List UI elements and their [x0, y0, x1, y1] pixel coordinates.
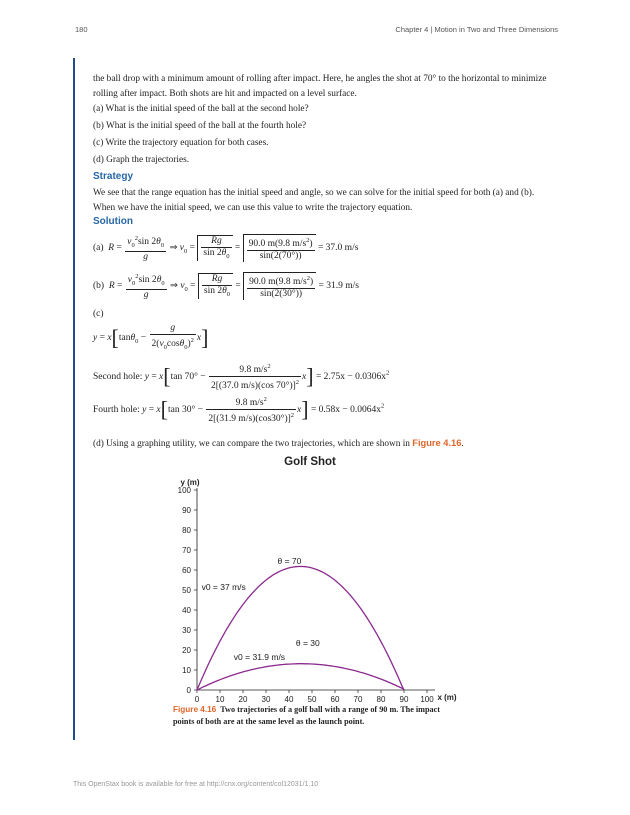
- x-tick-label: 70: [353, 695, 363, 704]
- x-tick-label: 100: [420, 695, 434, 704]
- figure-caption: [173, 704, 443, 728]
- x-axis-label: x (m): [437, 693, 457, 702]
- strategy-heading: Strategy: [93, 171, 134, 182]
- chart-annotation-4: v0 = 31.9 m/s: [233, 652, 286, 662]
- x-tick-label: 20: [238, 695, 248, 704]
- question-c: (c) Write the trajectory equation for both cases.: [93, 138, 269, 148]
- chart-annotation-1: θ = 70: [277, 556, 302, 566]
- x-tick-label: 40: [284, 695, 294, 704]
- solution-heading: Solution: [93, 216, 133, 227]
- y-tick-label: 70: [182, 546, 191, 555]
- second-hole-equation: Second hole: y = x[tan 70° − $\frac{9.8 m/s^2}{2[(37.0 m/s)(\cos 70^\circ)]^2}$ $x] = 2.75x - 0.0306x^2$: [93, 363, 390, 392]
- caption-text: Two trajectories of a golf ball with a range of 90 m. The impact points of both are at the same level as the launch point.: [173, 705, 441, 726]
- y-axis-label: y (m): [180, 478, 200, 487]
- angle-value: 70°: [423, 74, 437, 84]
- chart-annotation-3: θ = 30: [295, 638, 320, 648]
- question-a: (a) What is the initial speed of the ball at the second hole?: [93, 104, 309, 114]
- intro-paragraph: the ball drop with a minimum amount of rolling after impact. Here, he angles the shot at 70° to the horizontal to minimize rolling after impact. Both shots are hit and impacted on a level surface.: [93, 74, 547, 99]
- chart-annotation-2: v0 = 37 m/s: [201, 582, 246, 592]
- trajectory-series-2: [197, 664, 404, 690]
- part-c-label: (c): [93, 309, 104, 319]
- x-tick-label: 0: [194, 695, 200, 704]
- y-tick-label: 20: [182, 646, 191, 655]
- equation-a: (a) R = $\frac{v_0^2\sin 2\theta_0}{g}$ ⇒ $v_0$ = $\frac{Rg}{\sin 2\theta_0}$ = $\frac{90.0 m(9.8 m/s^2)}{\sin(2(70^\circ))}$ = 37.0 m/s: [93, 235, 359, 263]
- question-b: (b) What is the initial speed of the ball at the fourth hole?: [93, 121, 307, 131]
- trajectory-equation: y = x[tanθ$_0$ − $\frac{g}{2(v_0\cos\theta_0)^2}$ x]: [93, 323, 209, 352]
- y-tick-label: 50: [182, 586, 191, 595]
- x-tick-label: 80: [376, 695, 386, 704]
- y-tick-label: 10: [182, 666, 191, 675]
- y-tick-label: 60: [182, 566, 191, 575]
- x-tick-label: 30: [261, 695, 271, 704]
- x-tick-label: 60: [330, 695, 340, 704]
- chart-title: Golf Shot: [284, 456, 336, 468]
- equation-b: (b) R = $\frac{v_0^2\sin 2\theta_0}{g}$ ⇒ $v_0$ = $\frac{Rg}{\sin 2\theta_0}$ = $\frac{90.0 m(9.8 m/s^2)}{\sin(2(30^\circ))}$ = 31.9 m/s: [93, 273, 359, 301]
- chapter-title: Chapter 4 | Motion in Two and Three Dimensions: [395, 25, 558, 34]
- golf-shot-chart: [170, 452, 470, 704]
- y-tick-label: 80: [182, 526, 191, 535]
- fourth-hole-equation: Fourth hole: y = x[tan 30° − $\frac{9.8 m/s^2}{2[(31.9 m/s)(\cos 30^\circ)]^2}$ $x] = 0.58x - 0.0064x^2$: [93, 396, 385, 425]
- question-d: (d) Graph the trajectories.: [93, 155, 190, 165]
- x-tick-label: 10: [215, 695, 225, 704]
- x-tick-label: 90: [399, 695, 409, 704]
- y-tick-label: 0: [186, 686, 191, 695]
- y-tick-label: 30: [182, 626, 191, 635]
- figure-4-16-link[interactable]: Figure 4.16: [412, 438, 462, 448]
- y-tick-label: 90: [182, 506, 191, 515]
- strategy-text: We see that the range equation has the initial speed and angle, so we can solve for the initial speed for both (a) and (b). When we have the initial speed, we can use this value to write the trajectory equation.: [93, 188, 535, 213]
- caption-label: Figure 4.16: [173, 705, 217, 714]
- example-side-rule: [73, 58, 75, 740]
- footer-note: This OpenStax book is available for free at http://cnx.org/content/col12031/1.10: [73, 781, 319, 788]
- y-tick-label: 100: [177, 486, 191, 495]
- part-d-text: (d) Using a graphing utility, we can compare the two trajectories, which are shown in Figure 4.16.: [93, 438, 464, 449]
- page-number: 180: [75, 25, 88, 34]
- y-tick-label: 40: [182, 606, 191, 615]
- x-tick-label: 50: [307, 695, 317, 704]
